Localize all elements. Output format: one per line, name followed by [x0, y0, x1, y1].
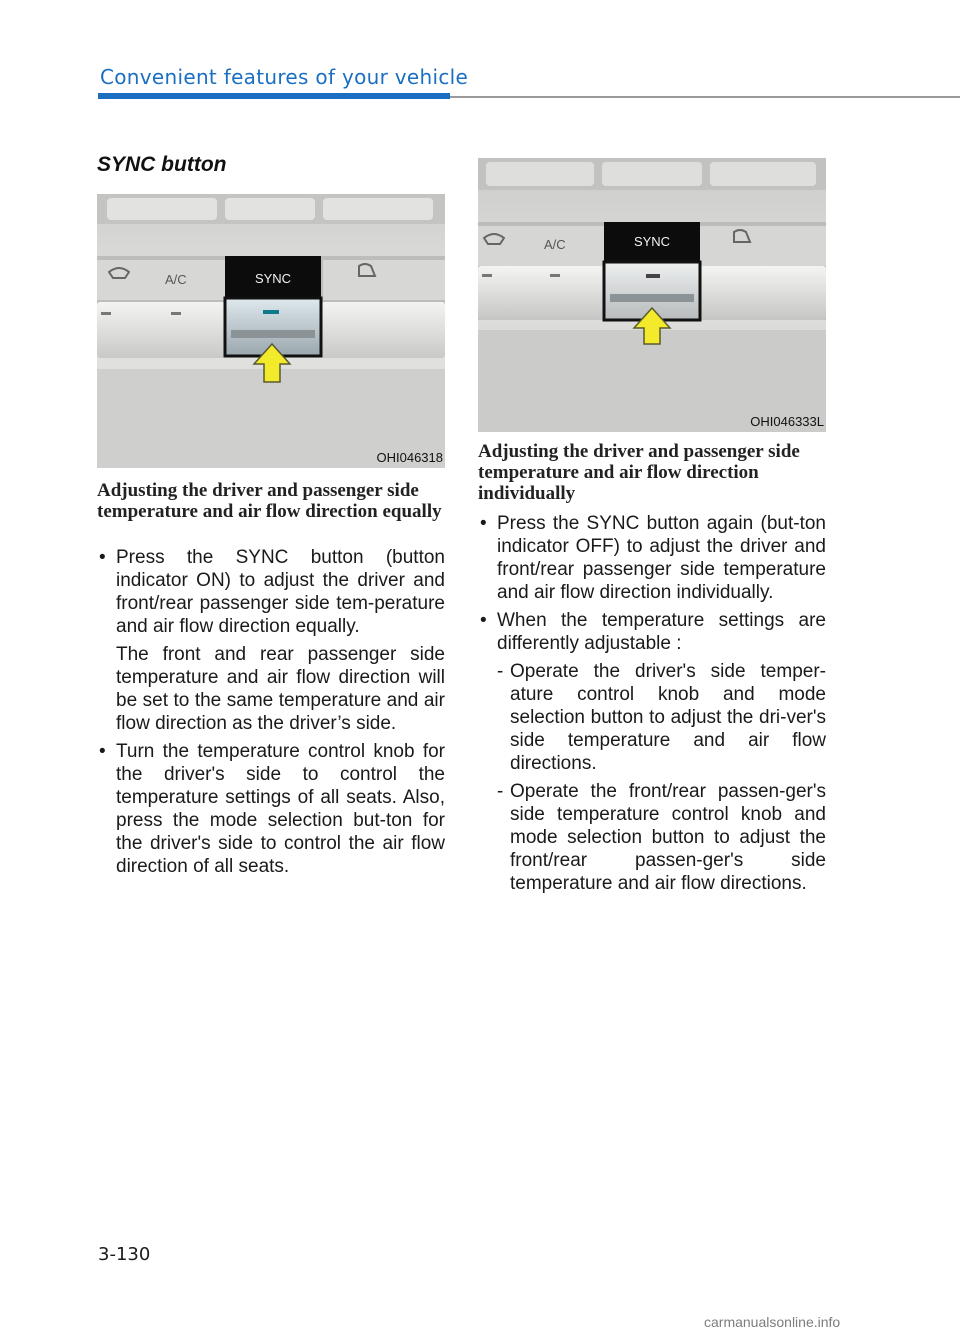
list-item: • When the temperature settings are differently adjustable :: [478, 609, 826, 655]
list-item: • Press the SYNC button again (but-ton indicator OFF) to adjust the driver and front/rear passenger side temperature and air flow direction individually.: [478, 512, 826, 604]
photo-sync-on: [97, 194, 445, 468]
header-rule: [450, 96, 960, 98]
ac-label: A/C: [165, 272, 187, 287]
header-title: Convenient features of your vehicle: [100, 65, 469, 89]
photo-sync-off: [478, 158, 826, 432]
list-item: • Turn the temperature control knob for the driver's side to control the temperature settings of all seats. Also, press the mode selection but-ton for the driver's side to control the air flow direction of all seats.: [97, 740, 445, 878]
section-heading: SYNC button: [97, 153, 227, 176]
climate-panel-illustration: [97, 194, 445, 468]
sync-label: SYNC: [633, 234, 671, 249]
page-number: 3-130: [98, 1244, 151, 1265]
footer-watermark: carmanualsonline.info: [704, 1314, 841, 1330]
sub-list-item: - Operate the driver's side temper-ature control knob and mode selection button to adjust the dri-ver's side temperature and air flow directions.: [478, 660, 826, 775]
ac-label: A/C: [544, 237, 566, 252]
subheading-equally: Adjusting the driver and passenger side temperature and air flow direction equally: [97, 480, 442, 522]
subheading-individually: Adjusting the driver and passenger side temperature and air flow direction individually: [478, 441, 800, 504]
photo-code: OHI046333L: [750, 414, 824, 429]
header-accent-bar: [98, 93, 450, 99]
left-body: [97, 546, 445, 883]
list-item: • Press the SYNC button (button indicator ON) to adjust the driver and front/rear passenger side tem-perature and air flow direction equally.: [97, 546, 445, 638]
sub-list-item: - Operate the front/rear passen-ger's side temperature control knob and mode selection button to adjust the front/rear passen-ger's side temperature and air flow directions.: [478, 780, 826, 895]
sync-label: SYNC: [254, 271, 292, 286]
photo-code: OHI046318: [376, 450, 443, 465]
climate-panel-illustration: [478, 158, 826, 432]
page-header: [98, 62, 960, 102]
paragraph: The front and rear passenger side temperature and air flow direction will be set to the same temperature and air flow direction as the driver’s side.: [116, 644, 445, 734]
right-body: [478, 512, 826, 900]
